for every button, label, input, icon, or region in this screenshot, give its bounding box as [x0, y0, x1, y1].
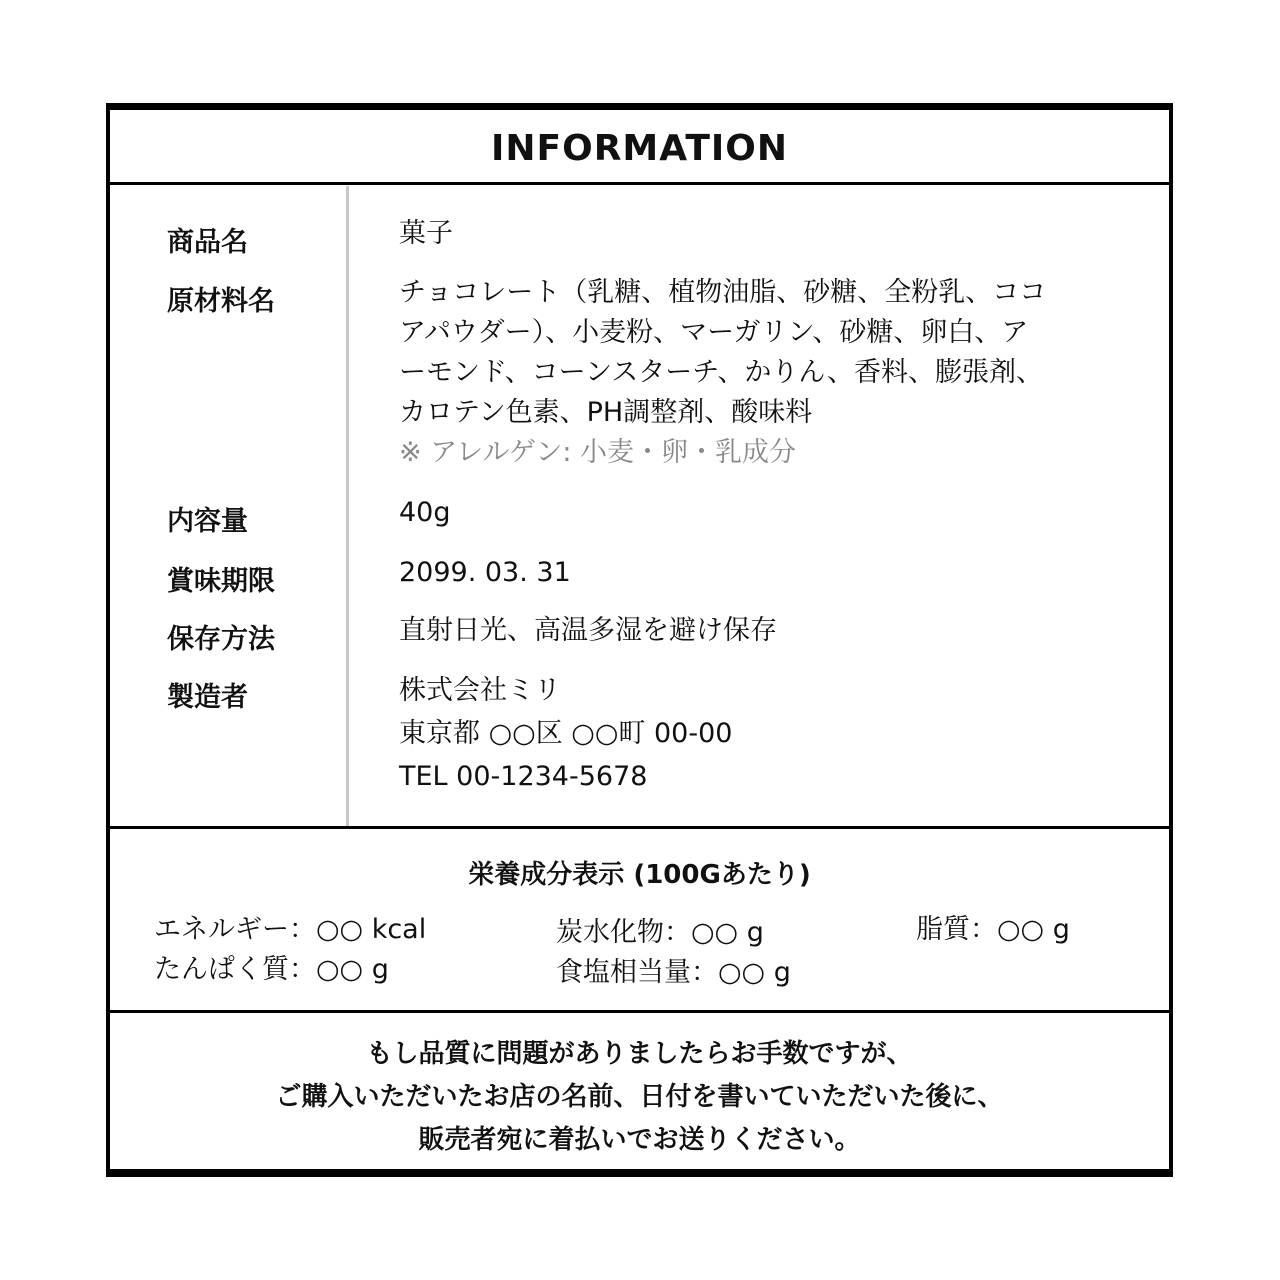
nutrition-title: 栄養成分表示 (100Gあたり): [468, 860, 811, 890]
column-divider: [346, 186, 349, 827]
content-label: 内容量: [167, 506, 248, 537]
product-name-label: 商品名: [167, 227, 248, 258]
notice-line: ご購入いただいたお店の名前、日付を書いていただいた後に、: [275, 1082, 1004, 1112]
notice-line: もし品質に問題がありましたらお手数ですが、: [366, 1039, 913, 1069]
information-label: [106, 103, 1173, 1177]
maker-phone: TEL 00-1234-5678: [399, 761, 648, 792]
nutrition-carbs: 炭水化物：○○ g: [556, 917, 764, 948]
divider: [110, 182, 1169, 185]
content-value: 40g: [399, 497, 451, 528]
ingredients-line: アパウダー）、小麦粉、マーガリン、砂糖、卵白、ア: [399, 317, 1029, 348]
maker-label: 製造者: [167, 682, 248, 713]
ingredients-line: ーモンド、コーンスターチ、かりん、香料、膨張剤、: [399, 357, 1043, 388]
expiry-value: 2099. 03. 31: [399, 557, 571, 588]
nutrition-energy: エネルギー：○○ kcal: [154, 914, 427, 945]
maker-address: 東京都 ○○区 ○○町 00-00: [399, 718, 733, 749]
expiry-label: 賞味期限: [167, 566, 275, 597]
ingredients-value: [399, 273, 1129, 473]
nutrition-protein: たんぱく質：○○ g: [154, 954, 389, 985]
product-name-value: 菓子: [399, 218, 453, 249]
label-title: INFORMATION: [490, 128, 788, 169]
nutrition-fat: 脂質：○○ g: [916, 914, 1070, 945]
ingredients-label: 原材料名: [167, 286, 275, 317]
maker-value: [399, 669, 1129, 798]
ingredients-line: カロテン色素、PH調整剤、酸味料: [399, 397, 813, 428]
storage-label: 保存方法: [167, 624, 275, 655]
ingredients-line: チョコレート（乳糖、植物油脂、砂糖、全粉乳、ココ: [399, 277, 1047, 308]
divider: [110, 826, 1169, 829]
allergen-note: ※ アレルゲン: 小麦・卵・乳成分: [399, 437, 797, 468]
maker-name: 株式会社ミリ: [399, 675, 561, 706]
storage-value: 直射日光、高温多湿を避け保存: [399, 615, 777, 646]
divider: [110, 1010, 1169, 1013]
nutrition-salt: 食塩相当量：○○ g: [556, 957, 791, 988]
notice-line: 販売者宛に着払いでお送りください。: [418, 1125, 861, 1155]
